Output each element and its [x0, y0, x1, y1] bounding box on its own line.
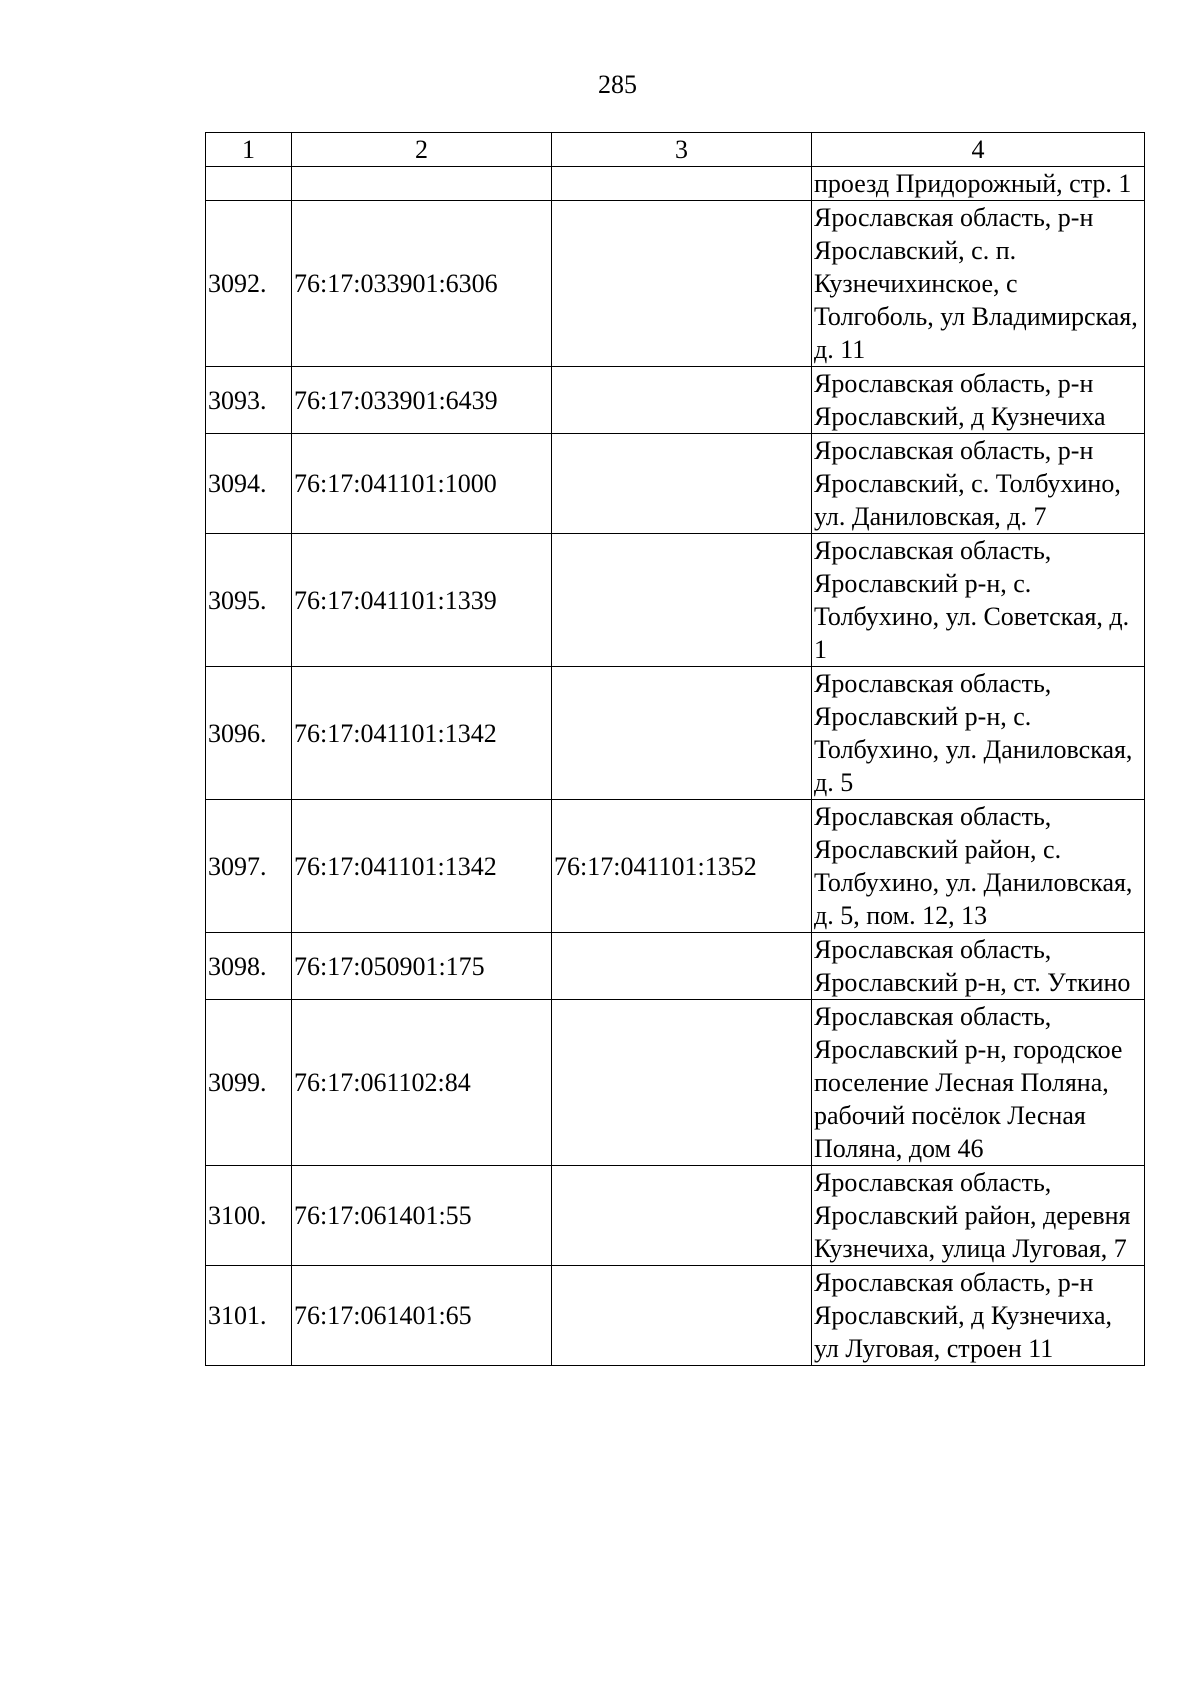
table-row	[206, 534, 1145, 667]
address: проезд Придорожный, стр. 1	[812, 167, 1145, 201]
cadastral-number	[292, 167, 552, 201]
address: Ярославская область, р-н Ярославский, д Кузнечиха, ул Луговая, строен 11	[812, 1266, 1145, 1366]
row-number: 3095.	[206, 534, 292, 667]
table-row	[206, 800, 1145, 933]
related-cadastral-number: 76:17:041101:1352	[552, 800, 812, 933]
address: Ярославская область, Ярославский р-н, с. Толбухино, ул. Советская, д. 1	[812, 534, 1145, 667]
address: Ярославская область, Ярославский район, деревня Кузнечиха, улица Луговая, 7	[812, 1166, 1145, 1266]
row-number: 3099.	[206, 1000, 292, 1166]
row-number: 3092.	[206, 201, 292, 367]
table-header-row	[206, 133, 1145, 167]
cadastral-number: 76:17:033901:6439	[292, 367, 552, 434]
cadastral-number: 76:17:061401:55	[292, 1166, 552, 1266]
related-cadastral-number	[552, 367, 812, 434]
table-row	[206, 434, 1145, 534]
table-row	[206, 667, 1145, 800]
table-row	[206, 367, 1145, 434]
related-cadastral-number	[552, 1266, 812, 1366]
row-number: 3100.	[206, 1166, 292, 1266]
table-row	[206, 1000, 1145, 1166]
address: Ярославская область, Ярославский район, с. Толбухино, ул. Даниловская, д. 5, пом. 12, 13	[812, 800, 1145, 933]
address: Ярославская область, р-н Ярославский, д Кузнечиха	[812, 367, 1145, 434]
row-number: 3093.	[206, 367, 292, 434]
table-row	[206, 1266, 1145, 1366]
related-cadastral-number	[552, 1000, 812, 1166]
column-header: 3	[552, 133, 812, 167]
related-cadastral-number	[552, 933, 812, 1000]
row-number: 3094.	[206, 434, 292, 534]
table-row	[206, 201, 1145, 367]
row-number: 3098.	[206, 933, 292, 1000]
cadastral-number: 76:17:061401:65	[292, 1266, 552, 1366]
related-cadastral-number	[552, 667, 812, 800]
column-header: 2	[292, 133, 552, 167]
table-row	[206, 933, 1145, 1000]
related-cadastral-number	[552, 167, 812, 201]
cadastral-number: 76:17:041101:1342	[292, 667, 552, 800]
row-number: 3101.	[206, 1266, 292, 1366]
page-number: 285	[598, 70, 637, 99]
cadastral-number: 76:17:033901:6306	[292, 201, 552, 367]
column-header: 1	[206, 133, 292, 167]
address: Ярославская область, Ярославский р-н, с. Толбухино, ул. Даниловская, д. 5	[812, 667, 1145, 800]
cadastral-number: 76:17:041101:1000	[292, 434, 552, 534]
related-cadastral-number	[552, 1166, 812, 1266]
related-cadastral-number	[552, 434, 812, 534]
address: Ярославская область, Ярославский р-н, ст. Уткино	[812, 933, 1145, 1000]
cadastral-number: 76:17:041101:1339	[292, 534, 552, 667]
row-number: 3096.	[206, 667, 292, 800]
column-header: 4	[812, 133, 1145, 167]
table-row	[206, 1166, 1145, 1266]
related-cadastral-number	[552, 201, 812, 367]
cadastral-number: 76:17:041101:1342	[292, 800, 552, 933]
registry-table	[205, 132, 1145, 1366]
table-row	[206, 167, 1145, 201]
address: Ярославская область, р-н Ярославский, с. Толбухино, ул. Даниловская, д. 7	[812, 434, 1145, 534]
address: Ярославская область, Ярославский р-н, городское поселение Лесная Поляна, рабочий посёлок Лесная Поляна, дом 46	[812, 1000, 1145, 1166]
cadastral-number: 76:17:061102:84	[292, 1000, 552, 1166]
address: Ярославская область, р-н Ярославский, с. п. Кузнечихинское, с Толгоболь, ул Владимирская, д. 11	[812, 201, 1145, 367]
related-cadastral-number	[552, 534, 812, 667]
row-number: 3097.	[206, 800, 292, 933]
row-number	[206, 167, 292, 201]
cadastral-number: 76:17:050901:175	[292, 933, 552, 1000]
